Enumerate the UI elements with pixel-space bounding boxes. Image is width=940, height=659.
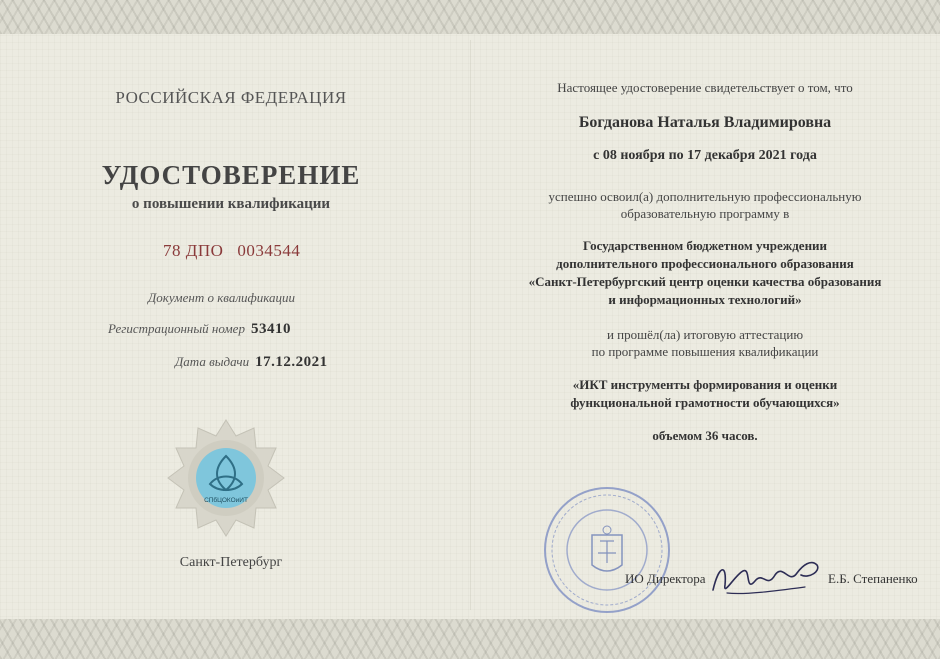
- organization-line-1: Государственном бюджетном учреждении: [582, 238, 828, 253]
- attestation-text-1: и прошёл(ла) итоговую аттестацию: [606, 327, 804, 342]
- official-stamp-icon: [542, 485, 672, 615]
- training-period: с 08 ноября по 17 декабря 2021 года: [593, 148, 817, 163]
- country-name: РОССИЙСКАЯ ФЕДЕРАЦИЯ: [115, 88, 347, 107]
- registration-label: Регистрационный номер: [108, 321, 245, 336]
- director-title: ИО Директора: [625, 571, 706, 586]
- issue-date-row: [175, 353, 328, 371]
- qualification-doc-label: Документ о квалификации: [148, 290, 295, 305]
- issue-date-label: Дата выдачи: [175, 354, 250, 369]
- serial-digits: 0034544: [237, 241, 301, 260]
- registration-row: [108, 320, 291, 338]
- serial-prefix: 78 ДПО: [163, 241, 224, 260]
- organization-line-4: и информационных технологий»: [608, 292, 802, 307]
- attestation-text-2: по программе повышения квалификации: [591, 344, 819, 359]
- organization-line-3: «Санкт-Петербургский центр оценки качества образования: [528, 274, 882, 289]
- director-name: Е.Б. Степаненко: [828, 571, 918, 586]
- issue-date-value: 17.12.2021: [255, 354, 328, 370]
- program-hours: объемом 36 часов.: [652, 428, 758, 443]
- completion-text-2: образовательную программу в: [620, 206, 790, 221]
- holder-name: Богданова Наталья Владимировна: [578, 114, 832, 131]
- program-title-1: «ИКТ инструменты формирования и оценки: [572, 377, 838, 392]
- serial-number: [163, 241, 300, 261]
- completion-text-1: успешно освоил(а) дополнительную профессиональную: [548, 189, 862, 204]
- director-signature-icon: [705, 545, 825, 605]
- registration-value: 53410: [250, 321, 291, 337]
- document-subtitle: о повышении квалификации: [131, 196, 331, 212]
- emblem-text: СПбЦОКОиИТ: [204, 497, 248, 504]
- program-title-2: функциональной грамотности обучающихся»: [570, 395, 840, 410]
- organization-line-2: дополнительного профессионального образования: [556, 256, 854, 271]
- document-title: УДОСТОВЕРЕНИЕ: [101, 160, 361, 190]
- city-name: Санкт-Петербург: [179, 555, 283, 570]
- organization-emblem-icon: [166, 418, 286, 538]
- right-panel: [470, 0, 940, 659]
- intro-text: Настоящее удостоверение свидетельствует о том, что: [557, 80, 853, 95]
